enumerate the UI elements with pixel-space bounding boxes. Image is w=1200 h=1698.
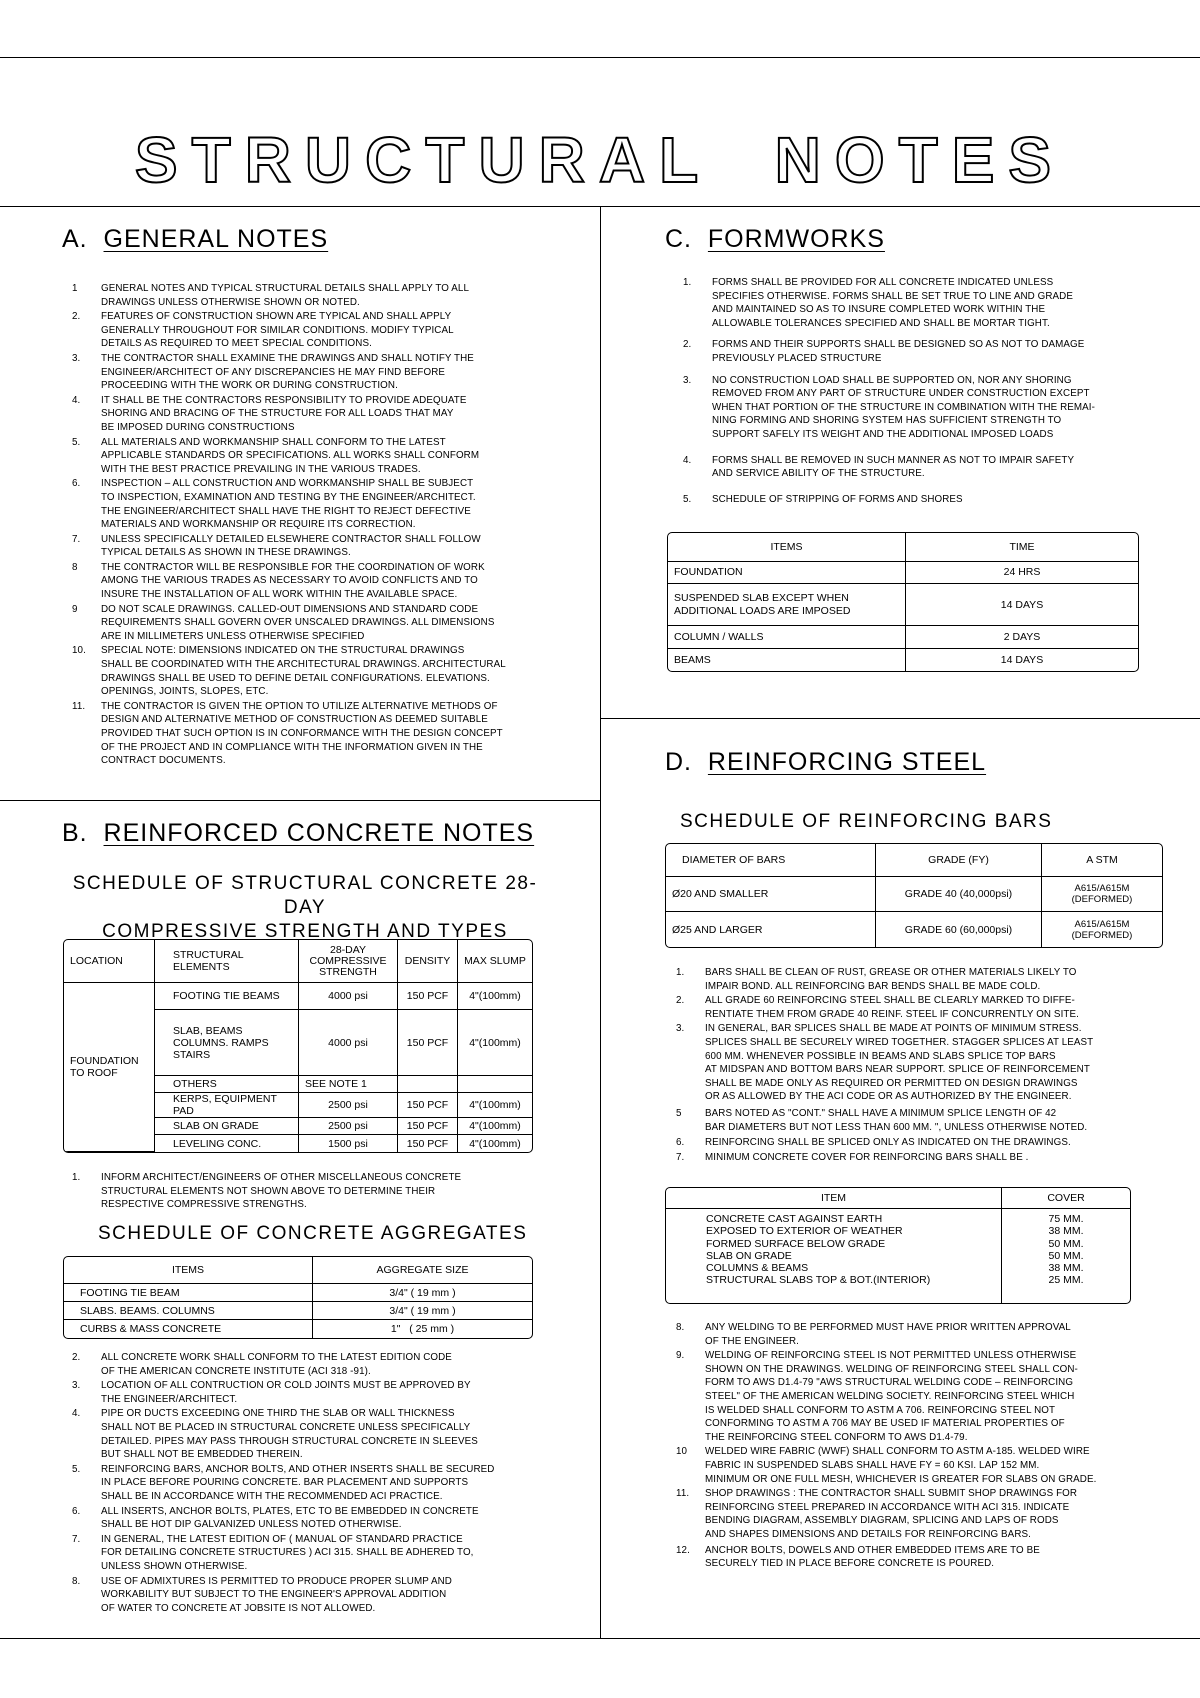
table-cell bbox=[398, 1076, 458, 1093]
reinforcing-notes-list-b bbox=[676, 1321, 1166, 1571]
note-text: PIPE OR DUCTS EXCEEDING ONE THIRD THE SLAB OR WALL THICKNESS SHALL NOT BE PLACED IN STRUCTURAL CONCRETE UNLESS SPECIFICALLY DETAILED. PIPES MAY PASS THROUGH STRUCTURAL CONCRETE IN SLEEVES BUT SHALL NOT BE EMBEDDED THEREIN. bbox=[101, 1408, 478, 1461]
note-number: 9 bbox=[72, 603, 78, 615]
list-item bbox=[72, 352, 552, 393]
note-number: 2. bbox=[683, 339, 692, 351]
general-notes-heading: A. GENERAL NOTES bbox=[62, 225, 329, 253]
note-number: 7. bbox=[72, 1533, 81, 1545]
note-number: 5. bbox=[683, 493, 692, 505]
note-text: SHOP DRAWINGS : THE CONTRACTOR SHALL SUBMIT SHOP DRAWINGS FOR REINFORCING STEEL PREPARED IN ACCORDANCE WITH ACI 315. INDICATE BENDING DIAGRAM, ASSEMBLY DIAGRAM, SPLICING AND LAPS OF RODS AND SHAPES DIMENSIONS AND DETAILS FOR REINFORCING BARS. bbox=[705, 1488, 1078, 1540]
table-cell: 4"(100mm) bbox=[469, 1137, 521, 1150]
cover-values-cell: 75 MM. 38 MM. 50 MM. 50 MM. 38 MM. 25 MM. bbox=[1048, 1213, 1084, 1287]
concrete-notes-list bbox=[72, 1351, 552, 1615]
note-number: 6. bbox=[72, 1505, 81, 1517]
page-title: STRUCTURAL NOTES bbox=[134, 124, 1066, 196]
note-number: 10. bbox=[72, 645, 86, 657]
table-header: DENSITY bbox=[398, 940, 458, 983]
list-item bbox=[72, 644, 552, 698]
note-text: IN GENERAL, THE LATEST EDITION OF ( MANUAL OF STANDARD PRACTICE FOR DETAILING CONCRETE STRUCTURES ) ACI 315. SHALL BE ADHERED TO, UNLESS SHOWN OTHERWISE. bbox=[101, 1533, 474, 1572]
list-item bbox=[676, 994, 1166, 1021]
general-notes-list bbox=[72, 282, 552, 768]
note-text: FEATURES OF CONSTRUCTION SHOWN ARE TYPICAL AND SHALL APPLY GENERALLY THROUGHOUT FOR SIMILAR CONDITIONS. MODIFY TYPICAL DETAILS AS REQUIRED TO MEET SPECIAL CONDITIONS. bbox=[101, 311, 454, 350]
formworks-notes-list bbox=[683, 276, 1163, 506]
table-cell: FOOTING TIE BEAM bbox=[64, 1284, 313, 1302]
note-text: SPECIAL NOTE: DIMENSIONS INDICATED ON THE STRUCTURAL DRAWINGS SHALL BE COORDINATED WITH THE ARCHITECTURAL DRAWINGS. ARCHITECTURAL DRAWINGS SHALL BE USED TO DEFINE DETAIL CONFIGURATIONS. ELEVATIONS. OPENINGS, JOINTS, SLOPES, ETC. bbox=[101, 645, 506, 698]
list-item bbox=[72, 1407, 552, 1461]
table-header: COVER bbox=[1002, 1188, 1130, 1209]
table-header: ITEMS bbox=[668, 533, 906, 562]
note-number: 1. bbox=[683, 277, 692, 288]
note-number: 4. bbox=[72, 1408, 81, 1420]
note-number: 8 bbox=[72, 561, 78, 573]
table-cell: SEE NOTE 1 bbox=[299, 1076, 398, 1093]
note-number: 3. bbox=[676, 1023, 685, 1035]
note-text: NO CONSTRUCTION LOAD SHALL BE SUPPORTED ON, NOR ANY SHORING REMOVED FROM ANY PART OF STRUCTURE UNDER CONSTRUCTION EXCEPT WHEN THAT PORTION OF THE STRUCTURE IN COMBINATION WITH THE REMAI- NING FORMING AND SHORING SYSTEM HAS SUFFICIENT STRENGTH TO SUPPORT SAFELY ITS WEIGHT AND THE ADDITIONAL IMPOSED LOADS bbox=[712, 374, 1095, 440]
note-text: FORMS SHALL BE REMOVED IN SUCH MANNER AS NOT TO IMPAIR SAFETY AND SERVICE ABILITY OF THE STRUCTURE. bbox=[712, 454, 1075, 480]
note-text: FORMS AND THEIR SUPPORTS SHALL BE DESIGNED SO AS NOT TO DAMAGE PREVIOUSLY PLACED STRUCTURE bbox=[712, 339, 1085, 364]
list-item bbox=[72, 1533, 552, 1574]
table-header: A STM bbox=[1042, 844, 1162, 877]
list-item bbox=[683, 493, 1163, 507]
table-cell: 2500 psi bbox=[299, 1093, 398, 1118]
note-number: 11. bbox=[676, 1488, 690, 1500]
bars-schedule-title: SCHEDULE OF REINFORCING BARS bbox=[680, 811, 1053, 832]
strength-schedule-title: SCHEDULE OF STRUCTURAL CONCRETE 28-DAY COMPRESSIVE STRENGTH AND TYPES bbox=[72, 873, 538, 942]
list-item bbox=[72, 1379, 552, 1406]
table-cell: SLABS. BEAMS. COLUMNS bbox=[64, 1302, 313, 1320]
note-text: ALL CONCRETE WORK SHALL CONFORM TO THE LATEST EDITION CODE OF THE AMERICAN CONCRETE INSTITUTE (ACI 318 -91). bbox=[101, 1352, 452, 1377]
note-number: 7. bbox=[72, 533, 81, 545]
table-cell: 24 HRS bbox=[906, 562, 1138, 584]
table-cell: 1500 psi bbox=[299, 1135, 398, 1152]
table-header: STRUCTURAL ELEMENTS bbox=[155, 940, 299, 983]
list-item bbox=[72, 1171, 552, 1212]
note-number: 1. bbox=[72, 1172, 81, 1183]
table-cell: 150 PCF bbox=[398, 983, 458, 1010]
note-text: ALL MATERIALS AND WORKMANSHIP SHALL CONFORM TO THE LATEST APPLICABLE STANDARDS OR SPECIFICATIONS. ALL WORKS SHALL CONFORM WITH THE BEST PRACTICE PREVAILING IN THE VARIOUS TRADES. bbox=[101, 436, 480, 475]
list-item bbox=[676, 1151, 1166, 1165]
table-cell: SUSPENDED SLAB EXCEPT WHEN ADDITIONAL LOADS ARE IMPOSED bbox=[668, 584, 906, 626]
table-header: LOCATION bbox=[64, 940, 155, 983]
table-cell: Ø20 AND SMALLER bbox=[666, 877, 876, 912]
note-text: ALL INSERTS, ANCHOR BOLTS, PLATES, ETC TO BE EMBEDDED IN CONCRETE SHALL BE HOT DIP GALVANIZED UNLESS NOTED OTHERWISE. bbox=[101, 1505, 479, 1531]
table-cell: 4000 psi bbox=[299, 1010, 398, 1076]
note-text: INSPECTION – ALL CONSTRUCTION AND WORKMANSHIP SHALL BE SUBJECT TO INSPECTION, EXAMINATION AND TESTING BY THE ENGINEER/ARCHITECT. THE ENGINEER/ARCHITECT SHALL HAVE THE RIGHT TO REJECT DEFECTIVE MATERIALS AND WORKMANSHIP OR REQUIRE ITS CORRECTION. bbox=[101, 478, 476, 531]
stripping-table bbox=[667, 532, 1139, 672]
aggregates-table bbox=[63, 1256, 533, 1339]
list-item bbox=[676, 1349, 1166, 1444]
note-text: SCHEDULE OF STRIPPING OF FORMS AND SHORES bbox=[712, 493, 963, 505]
formworks-heading: C. FORMWORKS bbox=[665, 225, 885, 253]
table-cell: COLUMN / WALLS bbox=[668, 626, 906, 648]
aggregates-title: SCHEDULE OF CONCRETE AGGREGATES bbox=[98, 1223, 528, 1244]
note-text: USE OF ADMIXTURES IS PERMITTED TO PRODUCE PROPER SLUMP AND WORKABILITY BUT SUBJECT TO THE ENGINEER'S APPROVAL ADDITION OF WATER TO CONCRETE AT JOBSITE IS NOT ALLOWED. bbox=[101, 1575, 452, 1614]
table-cell: 4"(100mm) bbox=[458, 1093, 532, 1118]
note-number: 10 bbox=[676, 1446, 688, 1458]
note-text: INFORM ARCHITECT/ENGINEERS OF OTHER MISCELLANEOUS CONCRETE STRUCTURAL ELEMENTS NOT SHOWN ABOVE TO DETERMINE THEIR RESPECTIVE COMPRESSIVE STRENGTHS. bbox=[101, 1172, 462, 1211]
list-item bbox=[72, 533, 552, 560]
concrete-strength-table bbox=[63, 939, 533, 1153]
note-number: 4. bbox=[72, 394, 81, 406]
table-cell: 4"(100mm) bbox=[458, 983, 532, 1010]
table-cell: 4"(100mm) bbox=[458, 1010, 532, 1076]
table-cell: BEAMS bbox=[668, 649, 906, 671]
note-number: 2. bbox=[72, 1352, 81, 1363]
note-number: 12. bbox=[676, 1544, 690, 1556]
table-cell: Ø25 AND LARGER bbox=[666, 912, 876, 947]
table-cell bbox=[458, 1076, 532, 1093]
concrete-notes-heading: B. REINFORCED CONCRETE NOTES bbox=[62, 819, 535, 847]
location-cell: FOUNDATION TO ROOF bbox=[64, 983, 155, 1152]
note-number: 4. bbox=[683, 454, 692, 466]
list-item bbox=[72, 1575, 552, 1616]
note-text: IT SHALL BE THE CONTRACTORS RESPONSIBILITY TO PROVIDE ADEQUATE SHORING AND BRACING OF THE STRUCTURE FOR ALL LOADS THAT MAY BE IMPOSED DURING CONSTRUCTIONS bbox=[101, 394, 467, 433]
list-item bbox=[676, 966, 1166, 993]
table-cell: 3/4" ( 19 mm ) bbox=[313, 1284, 532, 1302]
note-number: 11. bbox=[72, 700, 86, 712]
table-header: TIME bbox=[906, 533, 1138, 562]
table-cell: CURBS & MASS CONCRETE bbox=[64, 1320, 313, 1338]
list-item bbox=[676, 1445, 1166, 1486]
note-text: ANCHOR BOLTS, DOWELS AND OTHER EMBEDDED ITEMS ARE TO BE SECURELY TIED IN PLACE BEFORE CONCRETE IS POURED. bbox=[705, 1544, 1040, 1570]
table-cell: FOOTING TIE BEAMS bbox=[155, 983, 299, 1010]
note-text: WELDING OF REINFORCING STEEL IS NOT PERMITTED UNLESS OTHERWISE SHOWN ON THE DRAWINGS. WELDING OF REINFORCING STEEL SHALL CON- FORM TO AWS D1.4-79 "AWS STRUCTURAL WELDING CODE – REINFORCING STEEL" OF THE AMERICAN WELDING SOCIETY. REINFORCING STEEL WHICH IS WELDED SHALL CONFORM TO ASTM A 706. REINFORCING STEEL NOT CONFORMING TO ASTM A 706 MAY BE USED IF MATERIAL PROPERTIES OF THE REINFORCING STEEL CONFORM TO AWS D1.4-79. bbox=[705, 1350, 1078, 1443]
note-number: 3. bbox=[72, 352, 81, 364]
note-text: LOCATION OF ALL CONTRUCTION OR COLD JOINTS MUST BE APPROVED BY THE ENGINEER/ARCHITECT. bbox=[101, 1380, 471, 1405]
table-cell: SLAB ON GRADE bbox=[155, 1118, 299, 1135]
table-header: ITEMS bbox=[64, 1257, 313, 1284]
note-text: THE CONTRACTOR IS GIVEN THE OPTION TO UTILIZE ALTERNATIVE METHODS OF DESIGN AND ALTERNATIVE METHOD OF CONSTRUCTION AS DEEMED SUITABLE PROVIDED THAT SUCH OPTION IS IN CONFORMANCE WITH THE DESIGN CONCEPT OF THE PROJECT AND IN COMPLIANCE WITH THE INFORMATION GIVEN IN THE CONTRACT DOCUMENTS. bbox=[101, 700, 503, 767]
table-cell: 4000 psi bbox=[299, 983, 398, 1010]
list-item bbox=[676, 1487, 1166, 1541]
table-cell: 3/4" ( 19 mm ) bbox=[313, 1302, 532, 1320]
table-cell: 1" ( 25 mm ) bbox=[390, 1323, 455, 1335]
table-header: AGGREGATE SIZE bbox=[313, 1257, 532, 1284]
note-number: 2. bbox=[676, 995, 685, 1007]
table-header: GRADE (FY) bbox=[876, 844, 1042, 877]
list-item bbox=[683, 338, 1163, 365]
note-text: ANY WELDING TO BE PERFORMED MUST HAVE PRIOR WRITTEN APPROVAL OF THE ENGINEER. bbox=[705, 1322, 1071, 1347]
note-number: 9. bbox=[676, 1350, 685, 1362]
list-item bbox=[72, 282, 552, 309]
list-item bbox=[72, 394, 552, 435]
list-item bbox=[72, 1463, 552, 1504]
note-text: WELDED WIRE FABRIC (WWF) SHALL CONFORM TO ASTM A-185. WELDED WIRE FABRIC IN SUSPENDED SLABS SHALL HAVE FY = 60 KSI. LAP 152 MM. MINIMUM OR ONE FULL MESH, WHICHEVER IS GREATER FOR SLABS ON GRADE. bbox=[705, 1446, 1097, 1485]
note-number: 6. bbox=[72, 478, 81, 490]
list-item bbox=[683, 374, 1163, 442]
left-section-divider bbox=[0, 800, 600, 801]
note-number: 3. bbox=[72, 1380, 81, 1392]
note-text: FORMS SHALL BE PROVIDED FOR ALL CONCRETE INDICATED UNLESS SPECIFIES OTHERWISE. FORMS SHALL BE SET TRUE TO LINE AND GRADE AND MAINTAINED SO AS TO INSURE COMPLETED WORK WITHIN THE ALLOWABLE TOLERANCES SPECIFIED AND SHALL BE MORTAR TIGHT. bbox=[712, 277, 1073, 329]
note-text: BARS NOTED AS "CONT." SHALL HAVE A MINIMUM SPLICE LENGTH OF 42 BAR DIAMETERS BUT NOT LESS THAN 600 MM. ", UNLESS OTHERWISE NOTED. bbox=[705, 1107, 1088, 1133]
table-header: MAX SLUMP bbox=[458, 940, 532, 983]
note-text: GENERAL NOTES AND TYPICAL STRUCTURAL DETAILS SHALL APPLY TO ALL DRAWINGS UNLESS OTHERWISE SHOWN OR NOTED. bbox=[101, 283, 470, 308]
note-text: UNLESS SPECIFICALLY DETAILED ELSEWHERE CONTRACTOR SHALL FOLLOW TYPICAL DETAILS AS SHOWN IN THESE DRAWINGS. bbox=[101, 533, 481, 559]
note-number: 1. bbox=[676, 967, 685, 978]
table-cell: FOUNDATION bbox=[668, 562, 906, 584]
list-item bbox=[72, 436, 552, 477]
column-divider bbox=[600, 206, 601, 1638]
table-cell: 150 PCF bbox=[398, 1135, 458, 1152]
table-cell: A615/A615M (DEFORMED) bbox=[1071, 918, 1133, 941]
concrete-cover-table bbox=[665, 1187, 1131, 1304]
table-cell: 14 DAYS bbox=[1000, 653, 1044, 666]
top-border bbox=[0, 57, 1200, 58]
list-item bbox=[676, 1136, 1166, 1150]
note-number: 2. bbox=[72, 311, 81, 323]
table-cell: 150 PCF bbox=[398, 1093, 458, 1118]
cover-items-cell: CONCRETE CAST AGAINST EARTH EXPOSED TO EXTERIOR OF WEATHER FORMED SURFACE BELOW GRADE SLAB ON GRADE COLUMNS & BEAMS STRUCTURAL SLABS TOP & BOT.(INTERIOR) bbox=[666, 1209, 1002, 1303]
table-cell: 150 PCF bbox=[398, 1010, 458, 1076]
table-cell: 150 PCF bbox=[398, 1118, 458, 1135]
note-text: REINFORCING BARS, ANCHOR BOLTS, AND OTHER INSERTS SHALL BE SECURED IN PLACE BEFORE POURING CONCRETE. BAR PLACEMENT AND SUPPORTS SHALL BE IN ACCORDANCE WITH THE RECOMMENDED ACI PRACTICE. bbox=[101, 1463, 495, 1502]
list-item bbox=[72, 603, 552, 644]
reinforcing-notes-list-a bbox=[676, 966, 1166, 1164]
note-number: 3. bbox=[683, 374, 692, 386]
note-text: BARS SHALL BE CLEAN OF RUST, GREASE OR OTHER MATERIALS LIKELY TO IMPAIR BOND. ALL REINFORCING BAR BENDS SHALL BE MADE COLD. bbox=[705, 967, 1077, 992]
note-text: IN GENERAL, BAR SPLICES SHALL BE MADE AT POINTS OF MINIMUM STRESS. SPLICES SHALL BE SECURELY WIRED TOGETHER. STAGGER SPLICES AT LEAST 600 MM. WHENEVER POSSIBLE IN BEAMS AND SLABS SPLICE TOP BARS AT MIDSPAN AND BOTTOM BARS NEAR SUPPORT. SPLICE OF REINFORCEMENT SHALL BE MADE ONLY AS REQUIRED OR PERMITTED ON DESIGN DRAWINGS OR AS ALLOWED BY THE ACI CODE OR AS AUTHORIZED BY THE ENGINEER. bbox=[705, 1023, 1094, 1103]
table-cell: 2500 psi bbox=[299, 1118, 398, 1135]
list-item bbox=[683, 276, 1163, 330]
list-item bbox=[676, 1107, 1166, 1134]
table-cell: 2 DAYS bbox=[906, 626, 1138, 648]
list-item bbox=[676, 1544, 1166, 1571]
list-item bbox=[676, 1321, 1166, 1348]
table-cell: SLAB, BEAMS COLUMNS. RAMPS STAIRS bbox=[155, 1010, 299, 1076]
note-number: 5. bbox=[72, 436, 81, 448]
list-item bbox=[72, 1505, 552, 1532]
note-number: 1 bbox=[72, 283, 78, 294]
table-cell: 14 DAYS bbox=[906, 584, 1138, 626]
table-cell: KERPS, EQUIPMENT PAD bbox=[155, 1093, 299, 1118]
list-item bbox=[676, 1022, 1166, 1104]
table-cell: OTHERS bbox=[155, 1076, 299, 1093]
list-item bbox=[72, 1351, 552, 1378]
table-cell: 4"(100mm) bbox=[458, 1118, 532, 1135]
list-item bbox=[72, 310, 552, 351]
note-number: 5 bbox=[676, 1107, 682, 1119]
note-text: ALL GRADE 60 REINFORCING STEEL SHALL BE CLEARLY MARKED TO DIFFE- RENTIATE THEM FROM GRADE 40 REINF. STEEL IF CONCURRENTLY ON SITE. bbox=[705, 995, 1079, 1020]
reinforcing-bars-table bbox=[665, 843, 1163, 948]
table-header: 28-DAY COMPRESSIVE STRENGTH bbox=[299, 940, 398, 983]
note-number: 6. bbox=[676, 1137, 685, 1149]
note-text: REINFORCING SHALL BE SPLICED ONLY AS INDICATED ON THE DRAWINGS. bbox=[705, 1137, 1071, 1149]
note-text: THE CONTRACTOR SHALL EXAMINE THE DRAWINGS AND SHALL NOTIFY THE ENGINEER/ARCHITECT OF ANY DISCREPANCIES HE MAY FIND BEFORE PROCEEDING WITH THE WORK OR DURING CONSTRUCTION. bbox=[101, 352, 474, 392]
bottom-border bbox=[0, 1638, 1200, 1639]
note-text: MINIMUM CONCRETE COVER FOR REINFORCING BARS SHALL BE . bbox=[705, 1151, 1029, 1163]
note-number: 5. bbox=[72, 1463, 81, 1475]
note-text: THE CONTRACTOR WILL BE RESPONSIBLE FOR THE COORDINATION OF WORK AMONG THE VARIOUS TRADES AS NECESSARY TO AVOID CONFLICTS AND TO INSURE THE INSTALLATION OF ALL WORK WITHIN THE AVAILABLE SPACE. bbox=[101, 561, 485, 601]
table-cell: A615/A615M (DEFORMED) bbox=[1042, 877, 1162, 912]
right-section-divider bbox=[600, 718, 1200, 719]
concrete-note-1 bbox=[72, 1171, 552, 1212]
list-item bbox=[72, 477, 552, 531]
reinforcing-heading: D. REINFORCING STEEL bbox=[665, 748, 987, 776]
table-header: DIAMETER OF BARS bbox=[666, 844, 876, 877]
note-number: 7. bbox=[676, 1151, 685, 1163]
list-item bbox=[683, 454, 1163, 481]
list-item bbox=[72, 700, 552, 768]
table-header: ITEM bbox=[666, 1188, 1002, 1209]
note-text: DO NOT SCALE DRAWINGS. CALLED-OUT DIMENSIONS AND STANDARD CODE REQUIREMENTS SHALL GOVERN OVER UNSCALED DRAWINGS. ALL DIMENSIONS ARE IN MILLIMETERS UNLESS OTHERWISE SPECIFIED bbox=[101, 603, 495, 642]
list-item bbox=[72, 561, 552, 602]
table-cell: GRADE 60 (60,000psi) bbox=[876, 912, 1042, 947]
table-cell: LEVELING CONC. bbox=[155, 1135, 299, 1152]
note-number: 8. bbox=[676, 1322, 685, 1333]
table-cell: GRADE 40 (40,000psi) bbox=[876, 877, 1042, 912]
note-number: 8. bbox=[72, 1575, 81, 1587]
